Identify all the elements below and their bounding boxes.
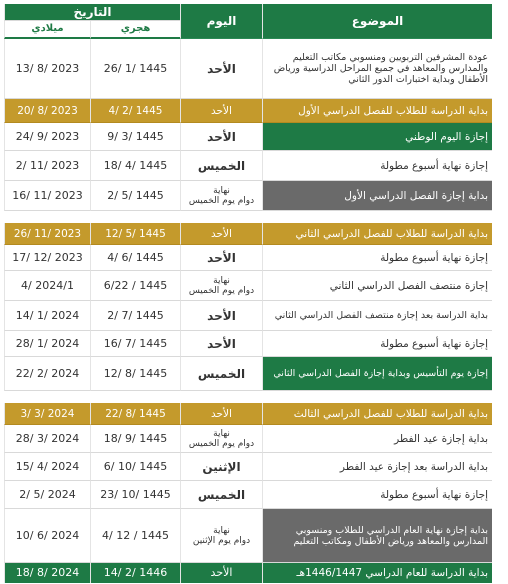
event-day: الخميس [180,481,262,509]
event-hijri: 1446 /2 /14 [90,563,180,583]
event-topic: بداية الدراسة للطلاب للفصل الدراسي الثاني [262,223,492,245]
event-gregorian: 2024 /3 /28 [4,425,90,453]
event-gregorian: 2023 /11 /26 [4,223,90,245]
event-gregorian: 2024 /5 /2 [4,481,90,509]
event-topic: بداية الدراسة للطلاب للفصل الدراسي الأول [262,99,492,123]
event-topic: عودة المشرفين التربويين ومنسوبي مكاتب التعليم والمدارس والمعاهد في جميع المراحل الدراسية ورياض الأطفال وبداية اختبارات الدور الثاني [262,39,492,99]
table-row [4,151,492,181]
table-row [4,271,492,301]
event-gregorian: 2023 /8 /13 [4,39,90,99]
event-hijri: 1445 /6 /4 [90,245,180,271]
event-day-line1: نهاية [213,275,230,286]
table-row [4,509,492,563]
header-topic: الموضوع [262,4,492,39]
event-day: الأحد [180,223,262,245]
event-day [180,425,262,453]
table-row [4,425,492,453]
event-topic: بداية إجازة نهاية العام الدراسي للطلاب ومنسوبي المدارس والمعاهد ورياض الأطفال ومكاتب التعليم [262,509,492,563]
event-gregorian: 2023 /12 /17 [4,245,90,271]
event-topic: إجازة نهاية أسبوع مطولة [262,245,492,271]
event-topic: إجازة يوم التأسيس وبداية إجازة الفصل الدراسي الثاني [262,357,492,391]
event-gregorian: 2024 /8 /18 [4,563,90,583]
event-topic: إجازة اليوم الوطني [262,123,492,151]
event-hijri: 1445 /7 /2 [90,301,180,331]
event-day-line1: نهاية [213,525,230,536]
event-hijri: 1445 /8 /22 [90,403,180,425]
calendar-table [4,4,492,583]
event-day-line2: دوام يوم الإثنين [192,535,251,546]
table-row [4,331,492,357]
table-row [4,39,492,99]
event-hijri: 1445 /4 /18 [90,151,180,181]
event-topic: بداية إجازة عيد الفطر [262,425,492,453]
table-row [4,123,492,151]
header-day: اليوم [180,4,262,39]
event-day: الأحد [180,245,262,271]
event-day [180,181,262,211]
event-gregorian: 2024/1 /4 [4,271,90,301]
event-day: الخميس [180,357,262,391]
table-row [4,181,492,211]
event-day: الأحد [180,403,262,425]
table-row [4,453,492,481]
event-hijri: 1445 /10 /23 [90,481,180,509]
event-hijri: 1445 / 12 /4 [90,509,180,563]
event-topic: بداية إجازة الفصل الدراسي الأول [262,181,492,211]
event-hijri: 1445 /3 /9 [90,123,180,151]
event-hijri: 1445 /1 /26 [90,39,180,99]
event-gregorian: 2023 /8 /20 [4,99,90,123]
event-day-line2: دوام يوم الخميس [188,195,255,206]
section-spacer [4,211,492,223]
header-hijri: هجري [90,21,180,39]
header-gregorian: ميلادي [4,21,90,39]
event-topic: بداية الدراسة بعد إجازة عيد الفطر [262,453,492,481]
event-topic: إجازة نهاية أسبوع مطولة [262,151,492,181]
event-day: الأحد [180,331,262,357]
event-day-line2: دوام يوم الخميس [188,285,255,296]
header-date: التاريخ [4,4,180,21]
event-hijri: 1445 /2 /4 [90,99,180,123]
event-day: الأحد [180,39,262,99]
event-day: الأحد [180,563,262,583]
table-row [4,245,492,271]
event-hijri: 1445 /9 /18 [90,425,180,453]
event-topic: إجازة منتصف الفصل الدراسي الثاني [262,271,492,301]
event-day-line2: دوام يوم الخميس [188,438,255,449]
event-gregorian: 2023 /11 /16 [4,181,90,211]
event-day: الأحد [180,123,262,151]
event-hijri: 1445 /7 /16 [90,331,180,357]
table-row [4,357,492,391]
event-gregorian: 2024 /3 /3 [4,403,90,425]
event-day: الأحد [180,99,262,123]
event-hijri: 1445 / 6/22 [90,271,180,301]
event-day [180,271,262,301]
event-day: الإثنين [180,453,262,481]
event-day: الخميس [180,151,262,181]
event-day-line1: نهاية [213,185,230,196]
table-row [4,301,492,331]
event-gregorian: 2024 /2 /22 [4,357,90,391]
event-hijri: 1445 /10 /6 [90,453,180,481]
event-hijri: 1445 /8 /12 [90,357,180,391]
event-gregorian: 2024 /4 /15 [4,453,90,481]
event-hijri: 1445 /5 /12 [90,223,180,245]
event-day: الأحد [180,301,262,331]
event-topic: بداية الدراسة للطلاب للفصل الدراسي الثالث [262,403,492,425]
event-topic: إجازة نهاية أسبوع مطولة [262,481,492,509]
event-hijri: 1445 /5 /2 [90,181,180,211]
event-topic: إجازة نهاية أسبوع مطولة [262,331,492,357]
event-gregorian: 2024 /1 /14 [4,301,90,331]
table-row [4,481,492,509]
event-gregorian: 2024 /1 /28 [4,331,90,357]
table-row [4,223,492,245]
table-row [4,563,492,583]
table-row [4,403,492,425]
event-gregorian: 2023 /9 /24 [4,123,90,151]
event-gregorian: 2024 /6 /10 [4,509,90,563]
section-spacer [4,391,492,403]
event-day [180,509,262,563]
event-topic: بداية الدراسة بعد إجازة منتصف الفصل الدراسي الثاني [262,301,492,331]
event-gregorian: 2023 /11 /2 [4,151,90,181]
table-row [4,99,492,123]
event-day-line1: نهاية [213,428,230,439]
event-topic: بداية الدراسة للعام الدراسي 1446/1447هـ [262,563,492,583]
